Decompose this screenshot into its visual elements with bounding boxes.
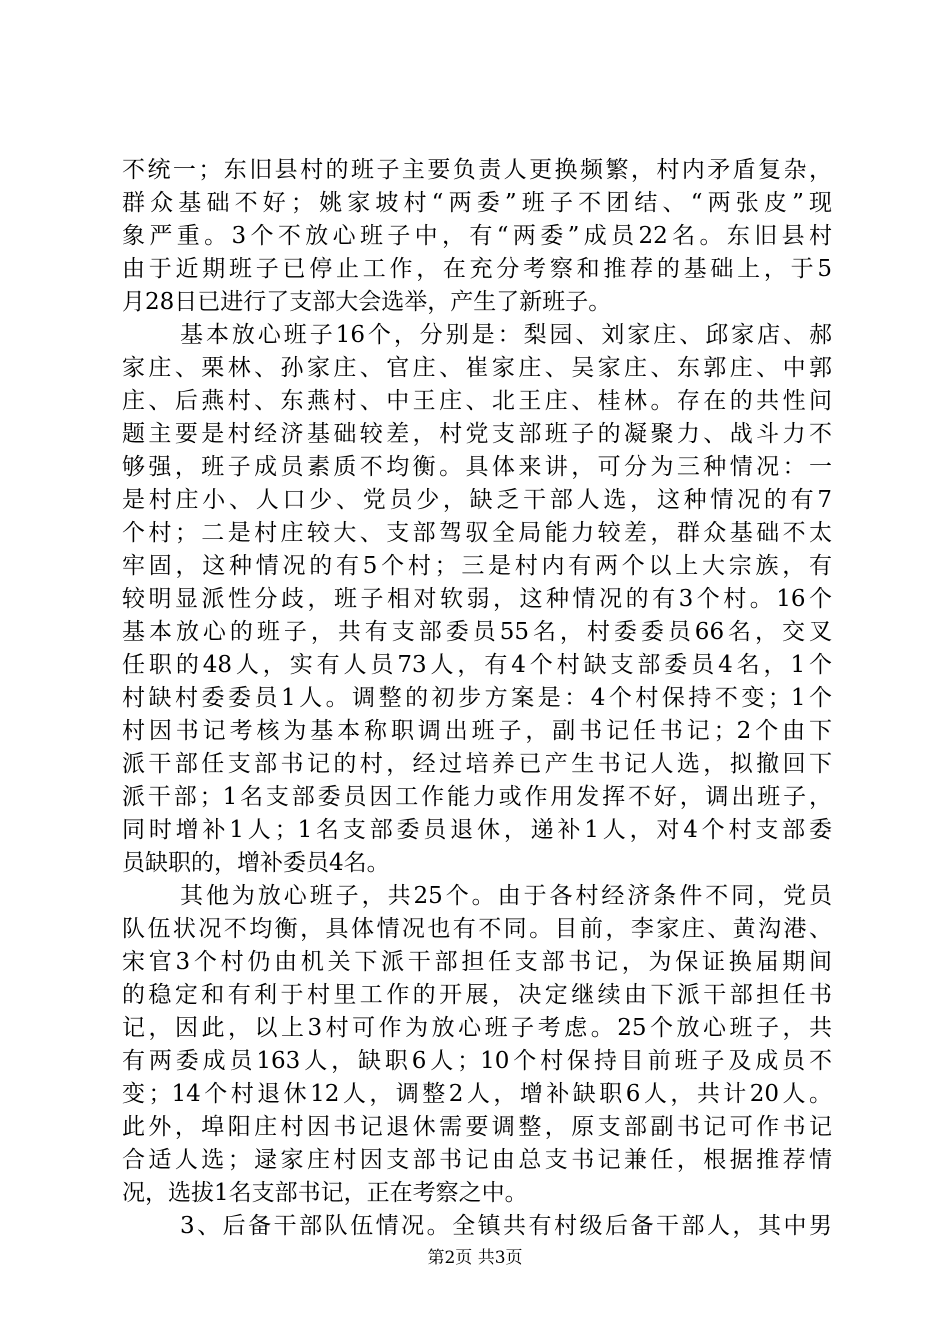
text-line: 的稳定和有利于村里工作的开展，决定继续由下派干部担任书 — [122, 982, 832, 1008]
text-line: 牢固，这种情况的有5个村；三是村内有两个以上大宗族，有 — [122, 553, 832, 579]
text-line: 群众基础不好；姚家坡村“两委”班子不团结、“两张皮”现 — [122, 190, 832, 216]
text-line: 同时增补1人；1名支部委员退休，递补1人，对4个村支部委 — [122, 817, 832, 843]
text-line: 不统一；东旧县村的班子主要负责人更换频繁，村内矛盾复杂， — [122, 157, 832, 183]
text-line: 基本放心的班子，共有支部委员55名，村委委员66名，交叉 — [122, 619, 832, 645]
text-line: 派干部任支部书记的村，经过培养已产生书记人选，拟撤回下 — [122, 751, 832, 777]
text-line: 3、后备干部队伍情况。全镇共有村级后备干部人，其中男 — [180, 1213, 832, 1239]
text-line: 宋官3个村仍由机关下派干部担任支部书记，为保证换届期间 — [122, 949, 832, 975]
text-line: 家庄、栗林、孙家庄、官庄、崔家庄、吴家庄、东郭庄、中郭 — [122, 355, 832, 381]
text-line: 村缺村委委员1人。调整的初步方案是：4个村保持不变；1个 — [122, 685, 832, 711]
text-line: 较明显派性分歧，班子相对软弱，这种情况的有3个村。16个 — [122, 586, 832, 612]
text-line: 队伍状况不均衡，具体情况也有不同。目前，李家庄、黄沟港、 — [122, 916, 832, 942]
text-line: 个村；二是村庄较大、支部驾驭全局能力较差，群众基础不太 — [122, 520, 832, 546]
text-line: 任职的48人，实有人员73人，有4个村缺支部委员4名，1个 — [122, 652, 832, 678]
document-body — [122, 154, 832, 1243]
text-line: 有两委成员163人，缺职6人；10个村保持目前班子及成员不 — [122, 1048, 832, 1074]
text-line: 合适人选；逯家庄村因支部书记由总支书记兼任，根据推荐情 — [122, 1147, 832, 1173]
text-line: 是村庄小、人口少、党员少，缺乏干部人选，这种情况的有7 — [122, 487, 832, 513]
text-line: 况，选拔1名支部书记，正在考察之中。 — [122, 1180, 528, 1206]
text-line: 其他为放心班子，共25个。由于各村经济条件不同，党员 — [180, 883, 832, 909]
text-line: 记，因此，以上3村可作为放心班子考虑。25个放心班子，共 — [122, 1015, 832, 1041]
text-line: 月28日已进行了支部大会选举，产生了新班子。 — [122, 289, 612, 315]
text-line: 题主要是村经济基础较差，村党支部班子的凝聚力、战斗力不 — [122, 421, 832, 447]
text-line: 基本放心班子16个，分别是：梨园、刘家庄、邱家店、郝 — [180, 322, 832, 348]
text-line: 庄、后燕村、东燕村、中王庄、北王庄、桂林。存在的共性问 — [122, 388, 832, 414]
text-line: 由于近期班子已停止工作，在充分考察和推荐的基础上，于5 — [122, 256, 832, 282]
text-line: 派干部；1名支部委员因工作能力或作用发挥不好，调出班子， — [122, 784, 832, 810]
text-line: 此外，埠阳庄村因书记退休需要调整，原支部副书记可作书记 — [122, 1114, 832, 1140]
text-line: 村因书记考核为基本称职调出班子，副书记任书记；2个由下 — [122, 718, 832, 744]
text-line: 象严重。3个不放心班子中，有“两委”成员22名。东旧县村 — [122, 223, 832, 249]
page-footer: 第2页 共3页 — [427, 1248, 523, 1268]
text-line: 够强，班子成员素质不均衡。具体来讲，可分为三种情况：一 — [122, 454, 832, 480]
text-line: 变；14个村退休12人，调整2人，增补缺职6人，共计20人。 — [122, 1081, 832, 1107]
text-line: 员缺职的，增补委员4名。 — [122, 850, 390, 876]
